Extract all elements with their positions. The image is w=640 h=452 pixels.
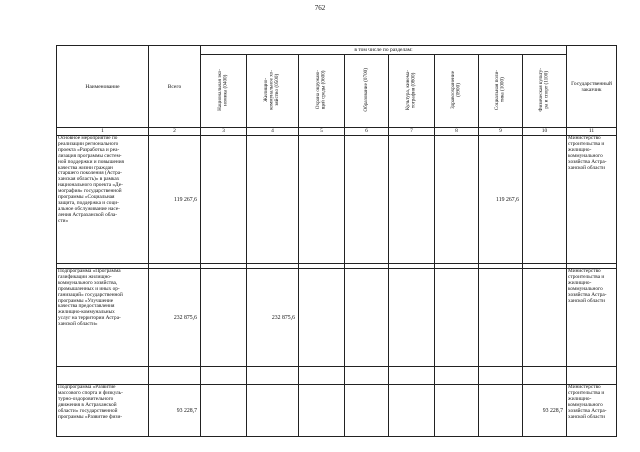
cell-social: 119 267,6 bbox=[479, 136, 523, 264]
column-number: 3 bbox=[201, 128, 247, 136]
column-number-row bbox=[57, 128, 617, 136]
table-row bbox=[57, 136, 617, 264]
column-number: 8 bbox=[435, 128, 479, 136]
header-economy bbox=[201, 55, 247, 128]
table-row bbox=[57, 269, 617, 367]
budget-table bbox=[56, 45, 617, 437]
column-number: 6 bbox=[345, 128, 389, 136]
column-number: 7 bbox=[389, 128, 435, 136]
cell-sport bbox=[523, 136, 567, 264]
column-number: 5 bbox=[299, 128, 345, 136]
cell-culture bbox=[389, 269, 435, 367]
column-number: 4 bbox=[247, 128, 299, 136]
column-number: 9 bbox=[479, 128, 523, 136]
page-number: 762 bbox=[314, 4, 326, 12]
column-number: 2 bbox=[149, 128, 201, 136]
header-group-sections: в том числе по разделам: bbox=[201, 46, 567, 55]
cell-housing bbox=[247, 136, 299, 264]
row-total: 93 228,7 bbox=[149, 385, 201, 437]
cell-culture bbox=[389, 136, 435, 264]
header-culture-label: Культура, кинема- тография (0800) bbox=[404, 69, 417, 111]
row-total: 232 875,6 bbox=[149, 269, 201, 367]
cell-education bbox=[345, 385, 389, 437]
header-customer: Государственный заказчик bbox=[567, 46, 617, 128]
header-housing-label: Жилищно- коммунальное хо- зяйство (0500) bbox=[263, 70, 281, 110]
header-education bbox=[345, 55, 389, 128]
cell-environment bbox=[299, 269, 345, 367]
cell-health bbox=[435, 136, 479, 264]
row-customer: Министерство строительства и жилищно- коммунального хозяйства Астра- ханской области bbox=[567, 385, 617, 437]
cell-environment bbox=[299, 385, 345, 437]
cell-health bbox=[435, 385, 479, 437]
cell-housing bbox=[247, 385, 299, 437]
row-customer: Министерство строительства и жилищно- коммунального хозяйства Астра- ханской области bbox=[567, 136, 617, 264]
header-social bbox=[479, 55, 523, 128]
header-education-label: Образование (0700) bbox=[362, 68, 369, 112]
header-name: Наименование bbox=[57, 46, 149, 128]
header-environment-label: Охрана окружаю- щей среды (0600) bbox=[314, 70, 327, 110]
cell-social bbox=[479, 269, 523, 367]
cell-economy bbox=[201, 269, 247, 367]
header-health bbox=[435, 55, 479, 128]
header-total: Всего bbox=[149, 46, 201, 128]
cell-education bbox=[345, 269, 389, 367]
header-economy-label: Национальная эко- номика (0400) bbox=[216, 69, 229, 111]
header-culture bbox=[389, 55, 435, 128]
column-number: 10 bbox=[523, 128, 567, 136]
cell-economy bbox=[201, 385, 247, 437]
cell-sport: 93 228,7 bbox=[523, 385, 567, 437]
cell-health bbox=[435, 269, 479, 367]
column-number: 1 bbox=[57, 128, 149, 136]
cell-economy bbox=[201, 136, 247, 264]
row-name: Подпрограмма «Развитие массового спорта и физкуль- турно-оздоровительного движения в Астраханской области» государственной программы «Развитие физи- bbox=[57, 385, 149, 437]
table-row bbox=[57, 385, 617, 437]
row-name: Подпрограмма «Программа газификации жилищно- коммунального хозяйства, промышленных и иных ор- ганизаций» государственной программы «Улучшение качества предоставления жилищно-коммунальных услуг на территории Астра- ханской области» bbox=[57, 269, 149, 367]
row-total: 119 267,6 bbox=[149, 136, 201, 264]
header-environment bbox=[299, 55, 345, 128]
cell-culture bbox=[389, 385, 435, 437]
cell-environment bbox=[299, 136, 345, 264]
cell-housing: 232 875,6 bbox=[247, 269, 299, 367]
cell-education bbox=[345, 136, 389, 264]
header-health-label: Здравоохранение (0900) bbox=[449, 71, 462, 109]
row-spacer bbox=[57, 367, 617, 385]
header-sport-label: Физическая культу- ра и спорт (1100) bbox=[537, 68, 550, 112]
cell-sport bbox=[523, 269, 567, 367]
header-housing bbox=[247, 55, 299, 128]
cell-social bbox=[479, 385, 523, 437]
header-social-label: Социальная поли- тика (1000) bbox=[493, 69, 506, 111]
header-sport bbox=[523, 55, 567, 128]
row-name: Основное мероприятие по реализации регионального проекта «Разработка и реа- лизация программы систем- ной поддержки и повышения качества жизни граждан старшего поколения (Астра- ханская область)» в рамках национального проекта «Де- мография» государственной программы «Социальная защита, поддержка и соци- альное обслуживание насе- ления Астраханской обла- сти» bbox=[57, 136, 149, 264]
column-number: 11 bbox=[567, 128, 617, 136]
row-customer: Министерство строительства и жилищно- коммунального хозяйства Астра- ханской области bbox=[567, 269, 617, 367]
